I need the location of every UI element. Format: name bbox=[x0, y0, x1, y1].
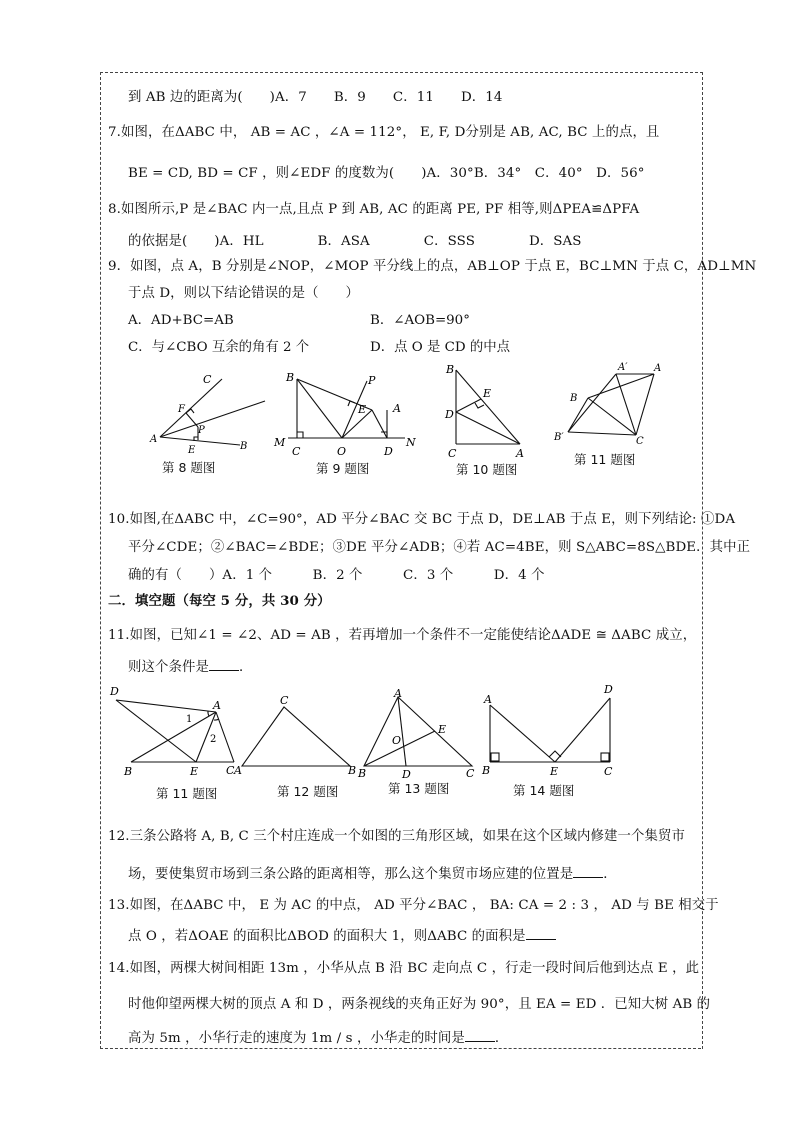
svg-text:A: A bbox=[393, 402, 401, 415]
svg-text:D: D bbox=[445, 408, 454, 421]
svg-text:M: M bbox=[274, 436, 286, 449]
svg-text:D: D bbox=[110, 685, 119, 698]
svg-text:D: D bbox=[384, 445, 393, 458]
svg-text:O: O bbox=[337, 445, 347, 458]
q9-option-d: D．点 O 是 CD 的中点 bbox=[370, 340, 511, 355]
q14-line2: 时他仰望两棵大树的顶点 A 和 D ，两条视线的夹角正好为 90°，且 EA = ED ．已知大树 AB 的 bbox=[128, 997, 711, 1012]
figure-q13 bbox=[356, 687, 484, 779]
svg-text:E: E bbox=[190, 765, 199, 778]
svg-text:E: E bbox=[188, 445, 196, 456]
caption-fig12: 第 12 题图 bbox=[277, 784, 339, 799]
svg-text:C: C bbox=[466, 767, 475, 780]
section-fill-in-title: 二．填空题（每空 5 分，共 30 分） bbox=[108, 593, 331, 609]
figure-q11a bbox=[550, 360, 680, 450]
q9-line2: 于点 D，则以下结论错误的是（ ） bbox=[128, 286, 360, 301]
svg-text:C: C bbox=[203, 373, 212, 386]
svg-text:B: B bbox=[240, 441, 248, 452]
svg-text:B: B bbox=[124, 765, 133, 778]
svg-text:P: P bbox=[368, 374, 376, 387]
svg-text:C: C bbox=[226, 764, 235, 777]
q11-line2 bbox=[128, 656, 252, 675]
q10-line2: 平分∠CDE；②∠BAC=∠BDE；③DE 平分∠ADB；④若 AC=4BE，则 S△ABC=8S△BDE．其中正 bbox=[128, 540, 751, 555]
svg-text:C: C bbox=[448, 447, 457, 460]
caption-fig11a: 第 11 题图 bbox=[574, 452, 636, 467]
svg-text:A′: A′ bbox=[618, 362, 628, 373]
svg-text:A: A bbox=[516, 447, 524, 460]
q13-line2 bbox=[128, 925, 556, 944]
q11-answer-blank[interactable] bbox=[209, 660, 239, 671]
figure-q12 bbox=[232, 693, 360, 777]
q13-text: 点 O ，若ΔOAE 的面积比ΔBOD 的面积大 1，则ΔABC 的面积是 bbox=[128, 929, 526, 944]
q11-end: ． bbox=[238, 660, 253, 675]
svg-text:A: A bbox=[654, 363, 662, 374]
svg-text:B: B bbox=[446, 363, 455, 376]
q14-end: ． bbox=[494, 1031, 509, 1046]
caption-fig10: 第 10 题图 bbox=[456, 462, 518, 477]
q11-text: 则这个条件是 bbox=[128, 660, 209, 675]
svg-text:A: A bbox=[234, 764, 242, 777]
svg-text:E: E bbox=[550, 765, 559, 778]
svg-text:C: C bbox=[280, 694, 289, 707]
caption-fig9: 第 9 题图 bbox=[316, 461, 370, 476]
q10-line3: 确的有（ ）A．1 个 B．2 个 C．3 个 D．4 个 bbox=[128, 568, 545, 583]
q14-line1: 14.如图，两棵大树间相距 13m ，小华从点 B 沿 BC 走向点 C ，行走一段时间后他到达点 E ，此 bbox=[108, 961, 700, 976]
svg-text:B: B bbox=[348, 764, 357, 777]
svg-text:D: D bbox=[402, 768, 411, 781]
q12-end: ． bbox=[603, 867, 617, 882]
q14-answer-blank[interactable] bbox=[465, 1031, 495, 1042]
svg-text:O: O bbox=[392, 734, 402, 747]
q8-line1: 8.如图所示,P 是∠BAC 内一点,且点 P 到 AB, AC 的距离 PE, PF 相等,则ΔPEA≌ΔPFA bbox=[108, 202, 640, 217]
q12-line1: 12.三条公路将 A, B, C 三个村庄连成一个如图的三角形区域，如果在这个区域内修建一个集贸市 bbox=[108, 829, 685, 844]
svg-text:E: E bbox=[358, 403, 367, 416]
q14-text: 高为 5m ，小华行走的速度为 1m / s ，小华走的时间是 bbox=[128, 1031, 465, 1046]
q9-line1: 9．如图，点 A，B 分别是∠NOP，∠MOP 平分线上的点，AB⊥OP 于点 E，BC⊥MN 于点 C，AD⊥MN bbox=[108, 259, 757, 274]
figure-q14 bbox=[480, 682, 620, 778]
q9-option-a: A．AD+BC=AB bbox=[128, 313, 234, 328]
caption-fig11b: 第 11 题图 bbox=[156, 786, 218, 801]
q13-line1: 13.如图，在ΔABC 中， E 为 AC 的中点， AD 平分∠BAC ， BA: CA = 2 : 3 ， AD 与 BE 相交于 bbox=[108, 898, 719, 913]
q9-option-b: B．∠AOB=90° bbox=[370, 313, 470, 328]
q7-line2: BE = CD, BD = CF ，则∠EDF 的度数为( )A．30°B．34° C．40° D．56° bbox=[128, 166, 645, 181]
figure-q9 bbox=[274, 367, 420, 459]
q13-answer-blank[interactable] bbox=[526, 929, 556, 940]
svg-text:C: C bbox=[604, 765, 613, 778]
figure-q8 bbox=[140, 365, 270, 455]
svg-text:B: B bbox=[286, 371, 295, 384]
caption-fig8: 第 8 题图 bbox=[162, 460, 216, 475]
q12-text: 场，要使集贸市场到三条公路的距离相等，那么这个集贸市场应建的位置是 bbox=[128, 867, 574, 882]
svg-text:B′: B′ bbox=[554, 432, 564, 443]
svg-text:A: A bbox=[394, 687, 402, 700]
q14-line3 bbox=[128, 1027, 508, 1046]
svg-text:B: B bbox=[482, 764, 491, 777]
svg-text:B: B bbox=[358, 767, 367, 780]
figure-q11b bbox=[106, 682, 246, 780]
q6-tail: 到 AB 边的距离为( )A．7 B．9 C．11 D．14 bbox=[128, 90, 503, 105]
svg-text:E: E bbox=[438, 723, 447, 736]
q11-line1: 11.如图，已知∠1 = ∠2、AD = AB ，若再增加一个条件不一定能使结论ΔADE ≅ ΔABC 成立， bbox=[108, 628, 697, 643]
svg-text:1: 1 bbox=[186, 714, 193, 725]
svg-text:A: A bbox=[484, 693, 492, 706]
caption-fig14: 第 14 题图 bbox=[513, 783, 575, 798]
figure-q10 bbox=[440, 362, 540, 460]
caption-fig13: 第 13 题图 bbox=[388, 781, 450, 796]
q12-answer-blank[interactable] bbox=[573, 867, 603, 878]
q7-line1: 7.如图，在ΔABC 中， AB = AC ，∠A = 112°， E, F, D分别是 AB, AC, BC 上的点，且 bbox=[108, 125, 660, 140]
q10-line1: 10.如图,在ΔABC 中，∠C=90°，AD 平分∠BAC 交 BC 于点 D，DE⊥AB 于点 E，则下列结论: ①DA bbox=[108, 512, 736, 527]
svg-text:F: F bbox=[178, 404, 185, 415]
svg-text:A: A bbox=[213, 699, 221, 712]
svg-text:D: D bbox=[604, 683, 613, 696]
q12-line2 bbox=[128, 863, 617, 882]
svg-text:C: C bbox=[636, 436, 644, 447]
svg-text:P: P bbox=[198, 425, 205, 436]
svg-text:A: A bbox=[150, 434, 158, 445]
q8-line2: 的依据是( )A．HL B．ASA C．SSS D．SAS bbox=[128, 234, 582, 249]
svg-text:N: N bbox=[406, 436, 416, 449]
svg-text:B: B bbox=[570, 393, 578, 404]
svg-text:C: C bbox=[292, 445, 301, 458]
q9-option-c: C．与∠CBO 互余的角有 2 个 bbox=[128, 340, 310, 355]
svg-text:2: 2 bbox=[210, 734, 217, 745]
svg-text:E: E bbox=[483, 387, 492, 400]
page-frame-bottom bbox=[100, 1048, 701, 1049]
